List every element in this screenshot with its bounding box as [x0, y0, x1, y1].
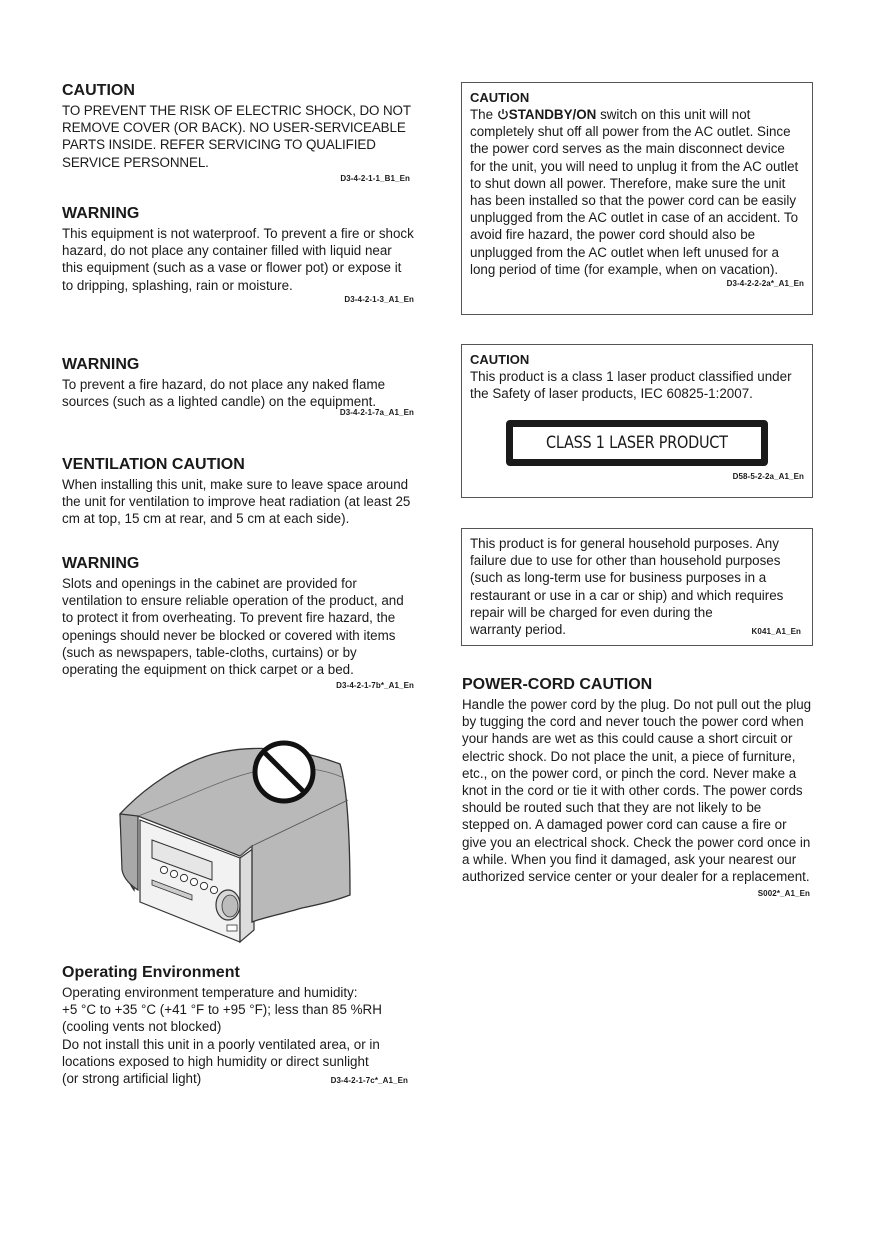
household-last-line: warranty period. [470, 622, 567, 638]
operating-line3: (cooling vents not blocked) [62, 1019, 222, 1035]
standby-caution-text [470, 106, 804, 278]
laser-code: D58-5-2-2a_A1_En [732, 472, 804, 482]
household-code: K041_A1_En [751, 627, 801, 637]
standby-body-text: switch on this unit will not completely shut off all power from the AC outlet. Since the power cord serves as the main disconnect device for the unit, you will need to unplug it from the AC outlet to shut down all power. Therefore, make sure the unit has been installed so that the power cord can be easily unplugged from the AC outlet in case of an accident. To avoid fire hazard, the power cord should also be unplugged from the AC outlet when left unused for a long period of time (for example, when on vacation). [470, 107, 799, 277]
standby-caution-box [461, 82, 813, 315]
ventilation-title: VENTILATION CAUTION [62, 456, 245, 473]
operating-title: Operating Environment [62, 964, 240, 981]
caution-section [62, 82, 414, 183]
warning-code: D3-4-2-1-3_A1_En [344, 294, 414, 304]
laser-caution-title: CAUTION [470, 352, 530, 367]
power-cord-code: S002*_A1_En [757, 889, 810, 899]
laser-caution-text: This product is a class 1 laser product classified under the Safety of laser products, IEC 60825-1:2007. [470, 369, 792, 402]
caution-text: TO PREVENT THE RISK OF ELECTRIC SHOCK, DO NOT REMOVE COVER (OR BACK). NO USER-SERVICEABLE PARTS INSIDE. REFER SERVICING TO QUALIFIED SERVICE PERSONNEL. [62, 103, 411, 170]
standby-pre-text: The [470, 107, 497, 122]
operating-environment-section [62, 964, 414, 1087]
laser-caution-box [461, 344, 813, 498]
power-cord-section [462, 676, 812, 898]
operating-line1: Operating environment temperature and humidity: [62, 985, 358, 1000]
warning-text: To prevent a fire hazard, do not place any naked flame sources (such as a lighted candle) on the equipment. [62, 377, 386, 410]
operating-line2: +5 °C to +35 °C (+41 °F to +95 °F); less than 85 %RH [62, 1002, 382, 1018]
class1-laser-label [506, 420, 768, 466]
household-text: This product is for general household purposes. Any failure due to use for other than household purposes (such as long-term use for business purposes in a restaurant or use in a car or ship) and which requires repair will be charged for even during the [470, 536, 784, 620]
laser-label-text: CLASS 1 LASER PRODUCT [546, 433, 728, 454]
covered-unit-illustration [112, 730, 362, 945]
operating-line5: (or strong artificial light) [62, 1071, 202, 1087]
power-cord-title: POWER-CORD CAUTION [462, 676, 653, 693]
caution-title: CAUTION [62, 82, 135, 99]
caution-code: D3-4-2-1-1_B1_En [340, 173, 410, 183]
standby-code: D3-4-2-2-2a*_A1_En [726, 279, 804, 289]
warning-waterproof-section [62, 205, 414, 304]
ventilation-text: When installing this unit, make sure to leave space around the unit for ventilation to improve heat radiation (at least 25 cm at top, 15 cm at rear, and 5 cm at each side). [62, 477, 411, 527]
warning-code: D3-4-2-1-7b*_A1_En [336, 681, 414, 691]
warning-title: WARNING [62, 555, 140, 572]
prohibition-icon [255, 743, 313, 801]
standby-switch-label: STANDBY/ON [508, 107, 597, 122]
warning-text: This equipment is not waterproof. To prevent a fire or shock hazard, do not place any container filled with liquid near this equipment (such as a vase or flower pot) or expose it to dripping, splashing, rain or moisture. [62, 226, 414, 293]
warning-code: D3-4-2-1-7a_A1_En [339, 408, 414, 418]
power-icon [497, 108, 509, 120]
warning-slots-section [62, 555, 414, 690]
warning-flame-section [62, 356, 414, 417]
standby-caution-title: CAUTION [470, 90, 530, 105]
operating-code: D3-4-2-1-7c*_A1_En [330, 1076, 408, 1086]
warning-title: WARNING [62, 205, 140, 222]
household-notice-box [461, 528, 813, 646]
operating-line4: Do not install this unit in a poorly ventilated area, or in locations exposed to high humidity or direct sunlight [62, 1036, 380, 1069]
ventilation-section [62, 456, 414, 528]
warning-text: Slots and openings in the cabinet are provided for ventilation to ensure reliable operation of the product, and to protect it from overheating. To prevent fire hazard, the openings should never be blocked or covered with items (such as newspapers, table-cloths, curtains) or by operating the equipment on thick carpet or a bed. [62, 576, 404, 678]
power-cord-text: Handle the power cord by the plug. Do not pull out the plug by tugging the cord and never touch the power cord when your hands are wet as this could cause a short circuit or electric shock. Do not place the unit, a piece of furniture, etc., on the power cord, or pinch the cord. Never make a knot in the cord or tie it with other cords. The power cords should be routed such that they are not likely to be stepped on. A damaged power cord can cause a fire or give you an electrical shock. Check the power cord once in a while. When you find it damaged, ask your nearest our authorized service center or your dealer for a replacement. [462, 697, 812, 885]
warning-title: WARNING [62, 356, 140, 373]
